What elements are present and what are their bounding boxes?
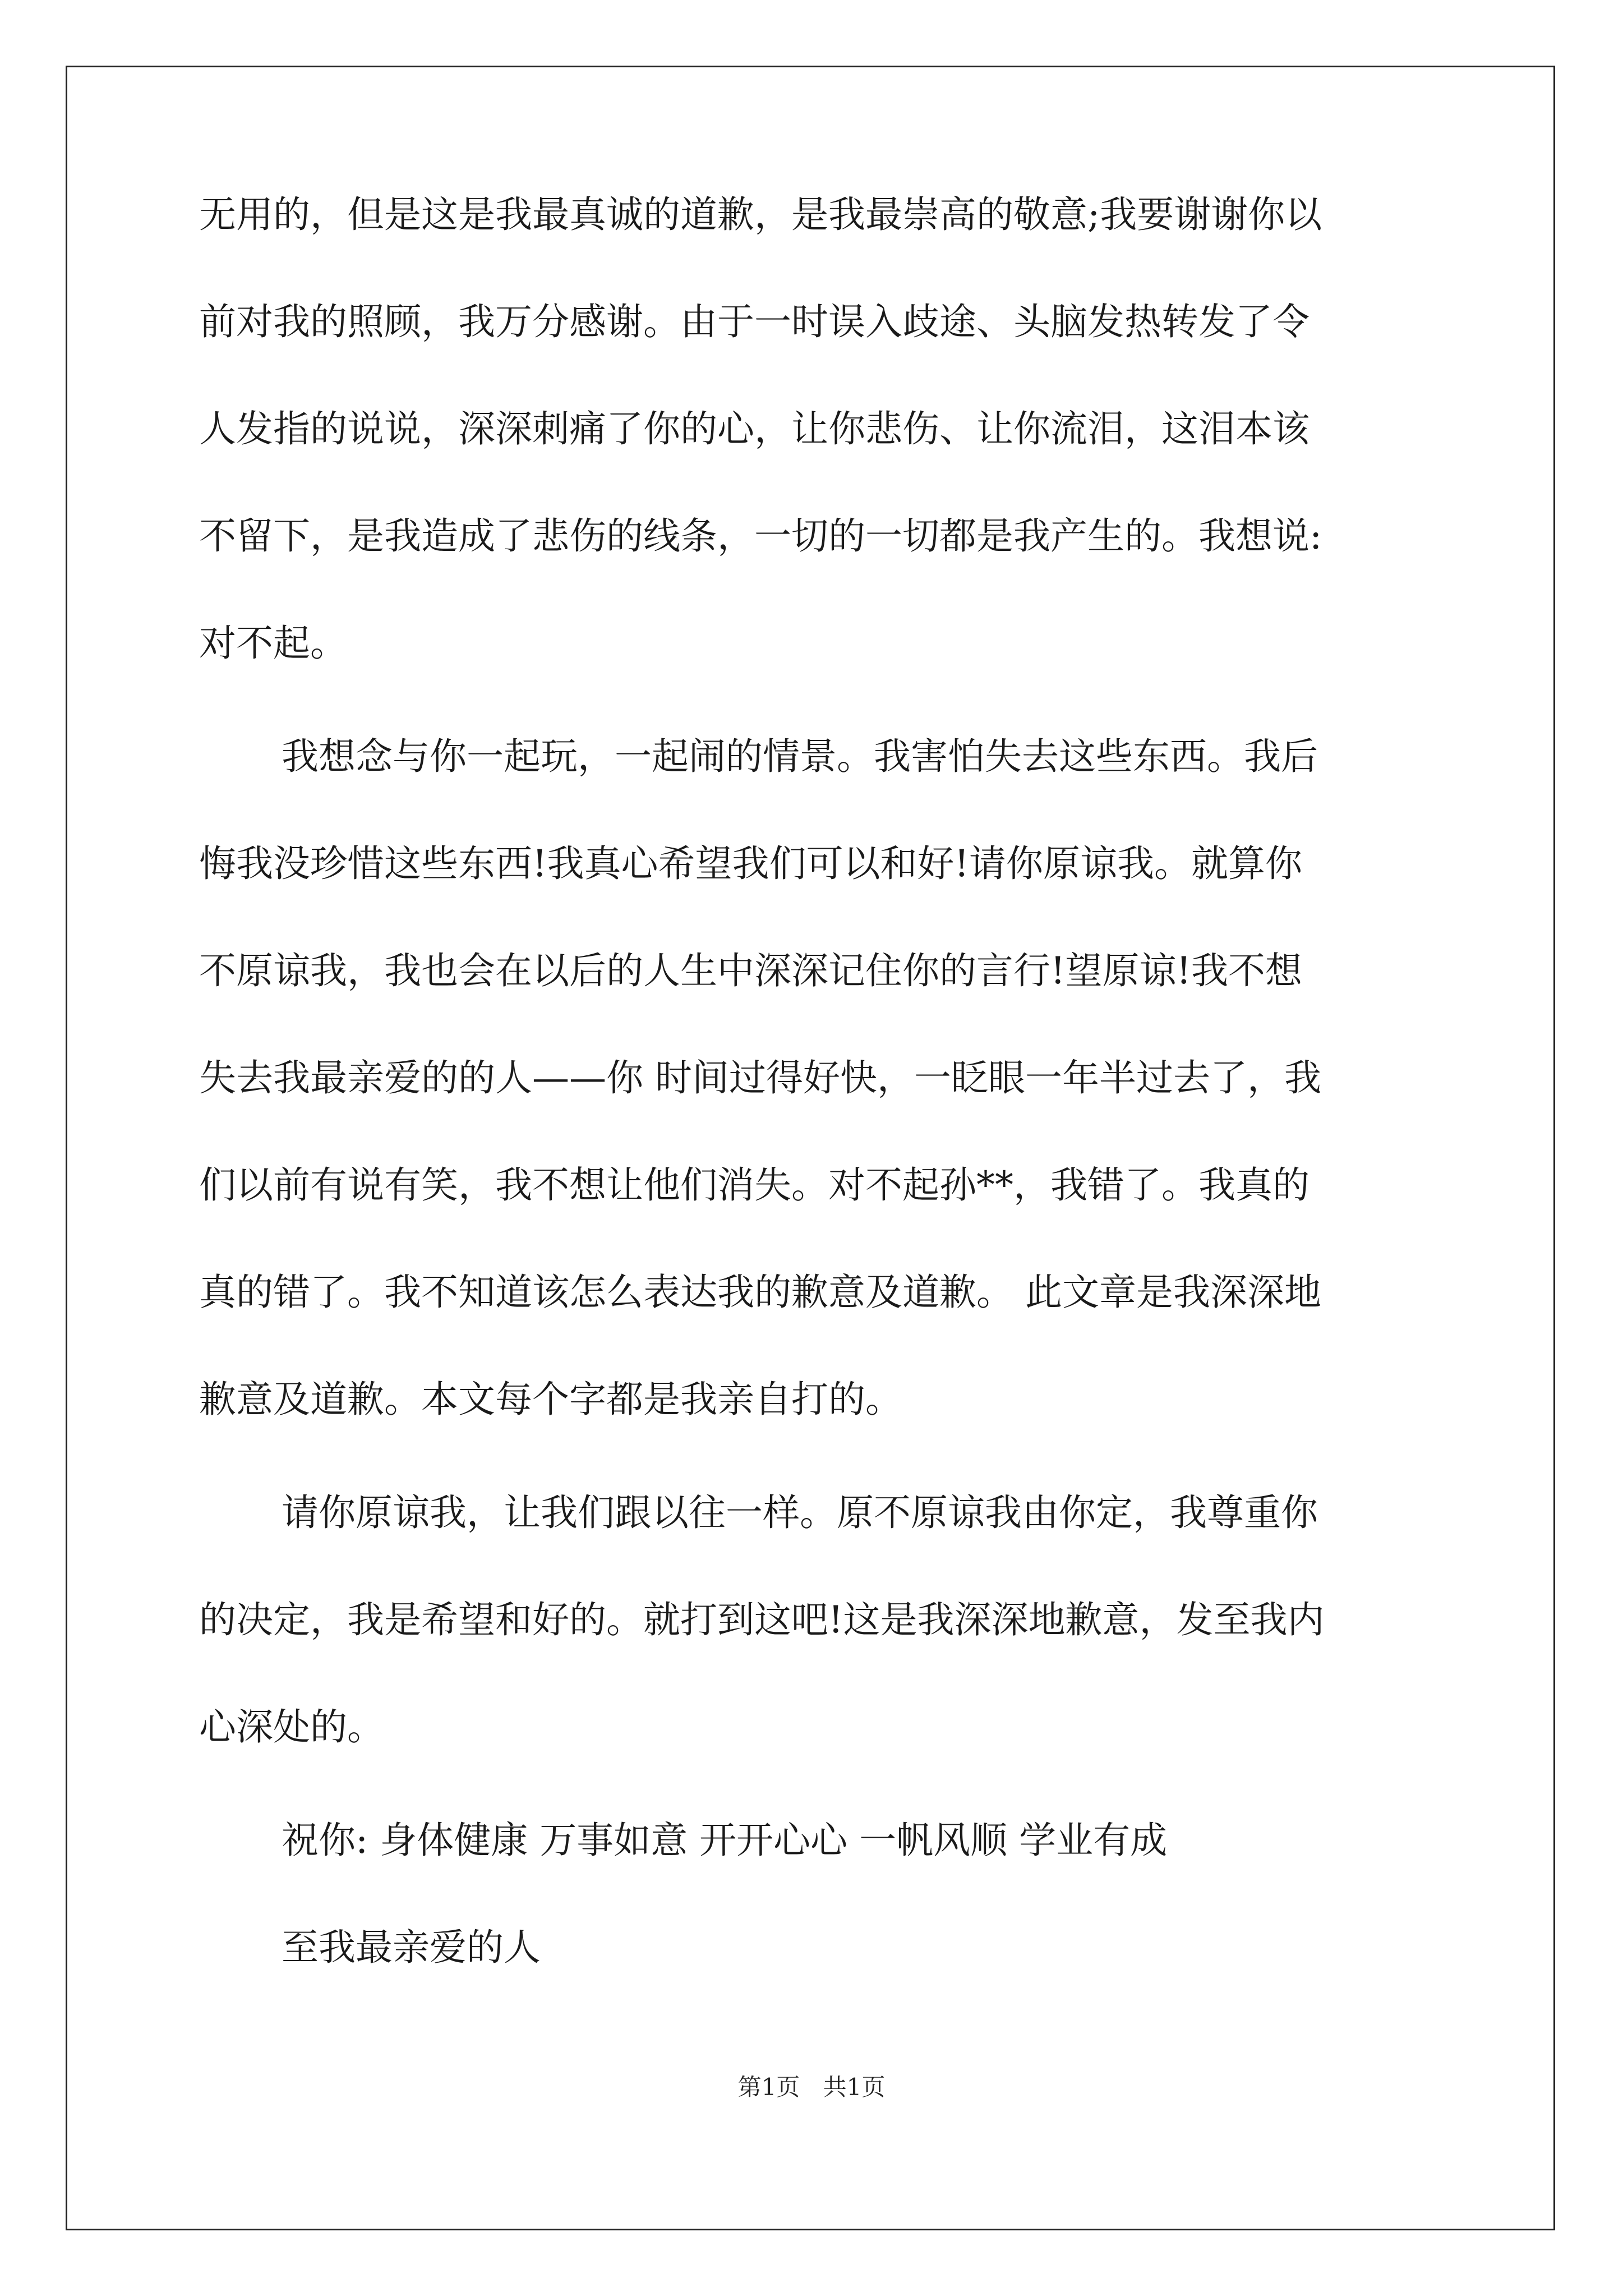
text-line: 歉意及道歉。本文每个字都是我亲自打的。 [199,1378,902,1421]
closing-wishes: 祝你: 身体健康 万事如意 开开心心 一帆风顺 学业有成 [282,1819,1168,1862]
text-line: 前对我的照顾，我万分感谢。由于一时误入歧途、头脑发热转发了令 [199,300,1310,343]
text-line: 的决定，我是希望和好的。就打到这吧!这是我深深地歉意，发至我内 [199,1598,1325,1641]
page-footer [0,2073,1623,2101]
page-number-total: 共1页 [823,2073,886,2101]
text-line: 请你原谅我，让我们跟以往一样。原不原谅我由你定，我尊重你 [282,1491,1318,1534]
text-line: 们以前有说有笑，我不想让他们消失。对不起孙**，我错了。我真的 [199,1163,1310,1207]
text-line: 我想念与你一起玩，一起闹的情景。我害怕失去这些东西。我后 [282,735,1318,778]
page-number-current: 第1页 [737,2073,800,2101]
text-line: 心深处的。 [199,1705,384,1749]
text-line: 人发指的说说，深深刺痛了你的心，让你悲伤、让你流泪，这泪本该 [199,407,1310,450]
text-line: 无用的，但是这是我最真诚的道歉，是我最崇高的敬意;我要谢谢你以 [199,193,1322,236]
document-body [199,193,1427,1969]
text-line: 不留下，是我造成了悲伤的线条，一切的一切都是我产生的。我想说: [199,514,1322,558]
text-line: 真的错了。我不知道该怎么表达我的歉意及道歉。 此文章是我深深地 [199,1271,1321,1314]
closing-dedication: 至我最亲爱的人 [282,1926,541,1969]
text-line: 悔我没珍惜这些东西!我真心希望我们可以和好!请你原谅我。就算你 [199,842,1303,885]
text-line: 对不起。 [199,622,347,665]
text-line: 不原谅我，我也会在以后的人生中深深记住你的言行!望原谅!我不想 [199,949,1303,992]
text-line: 失去我最亲爱的的人——你 时间过得好快，一眨眼一年半过去了，我 [199,1056,1321,1099]
